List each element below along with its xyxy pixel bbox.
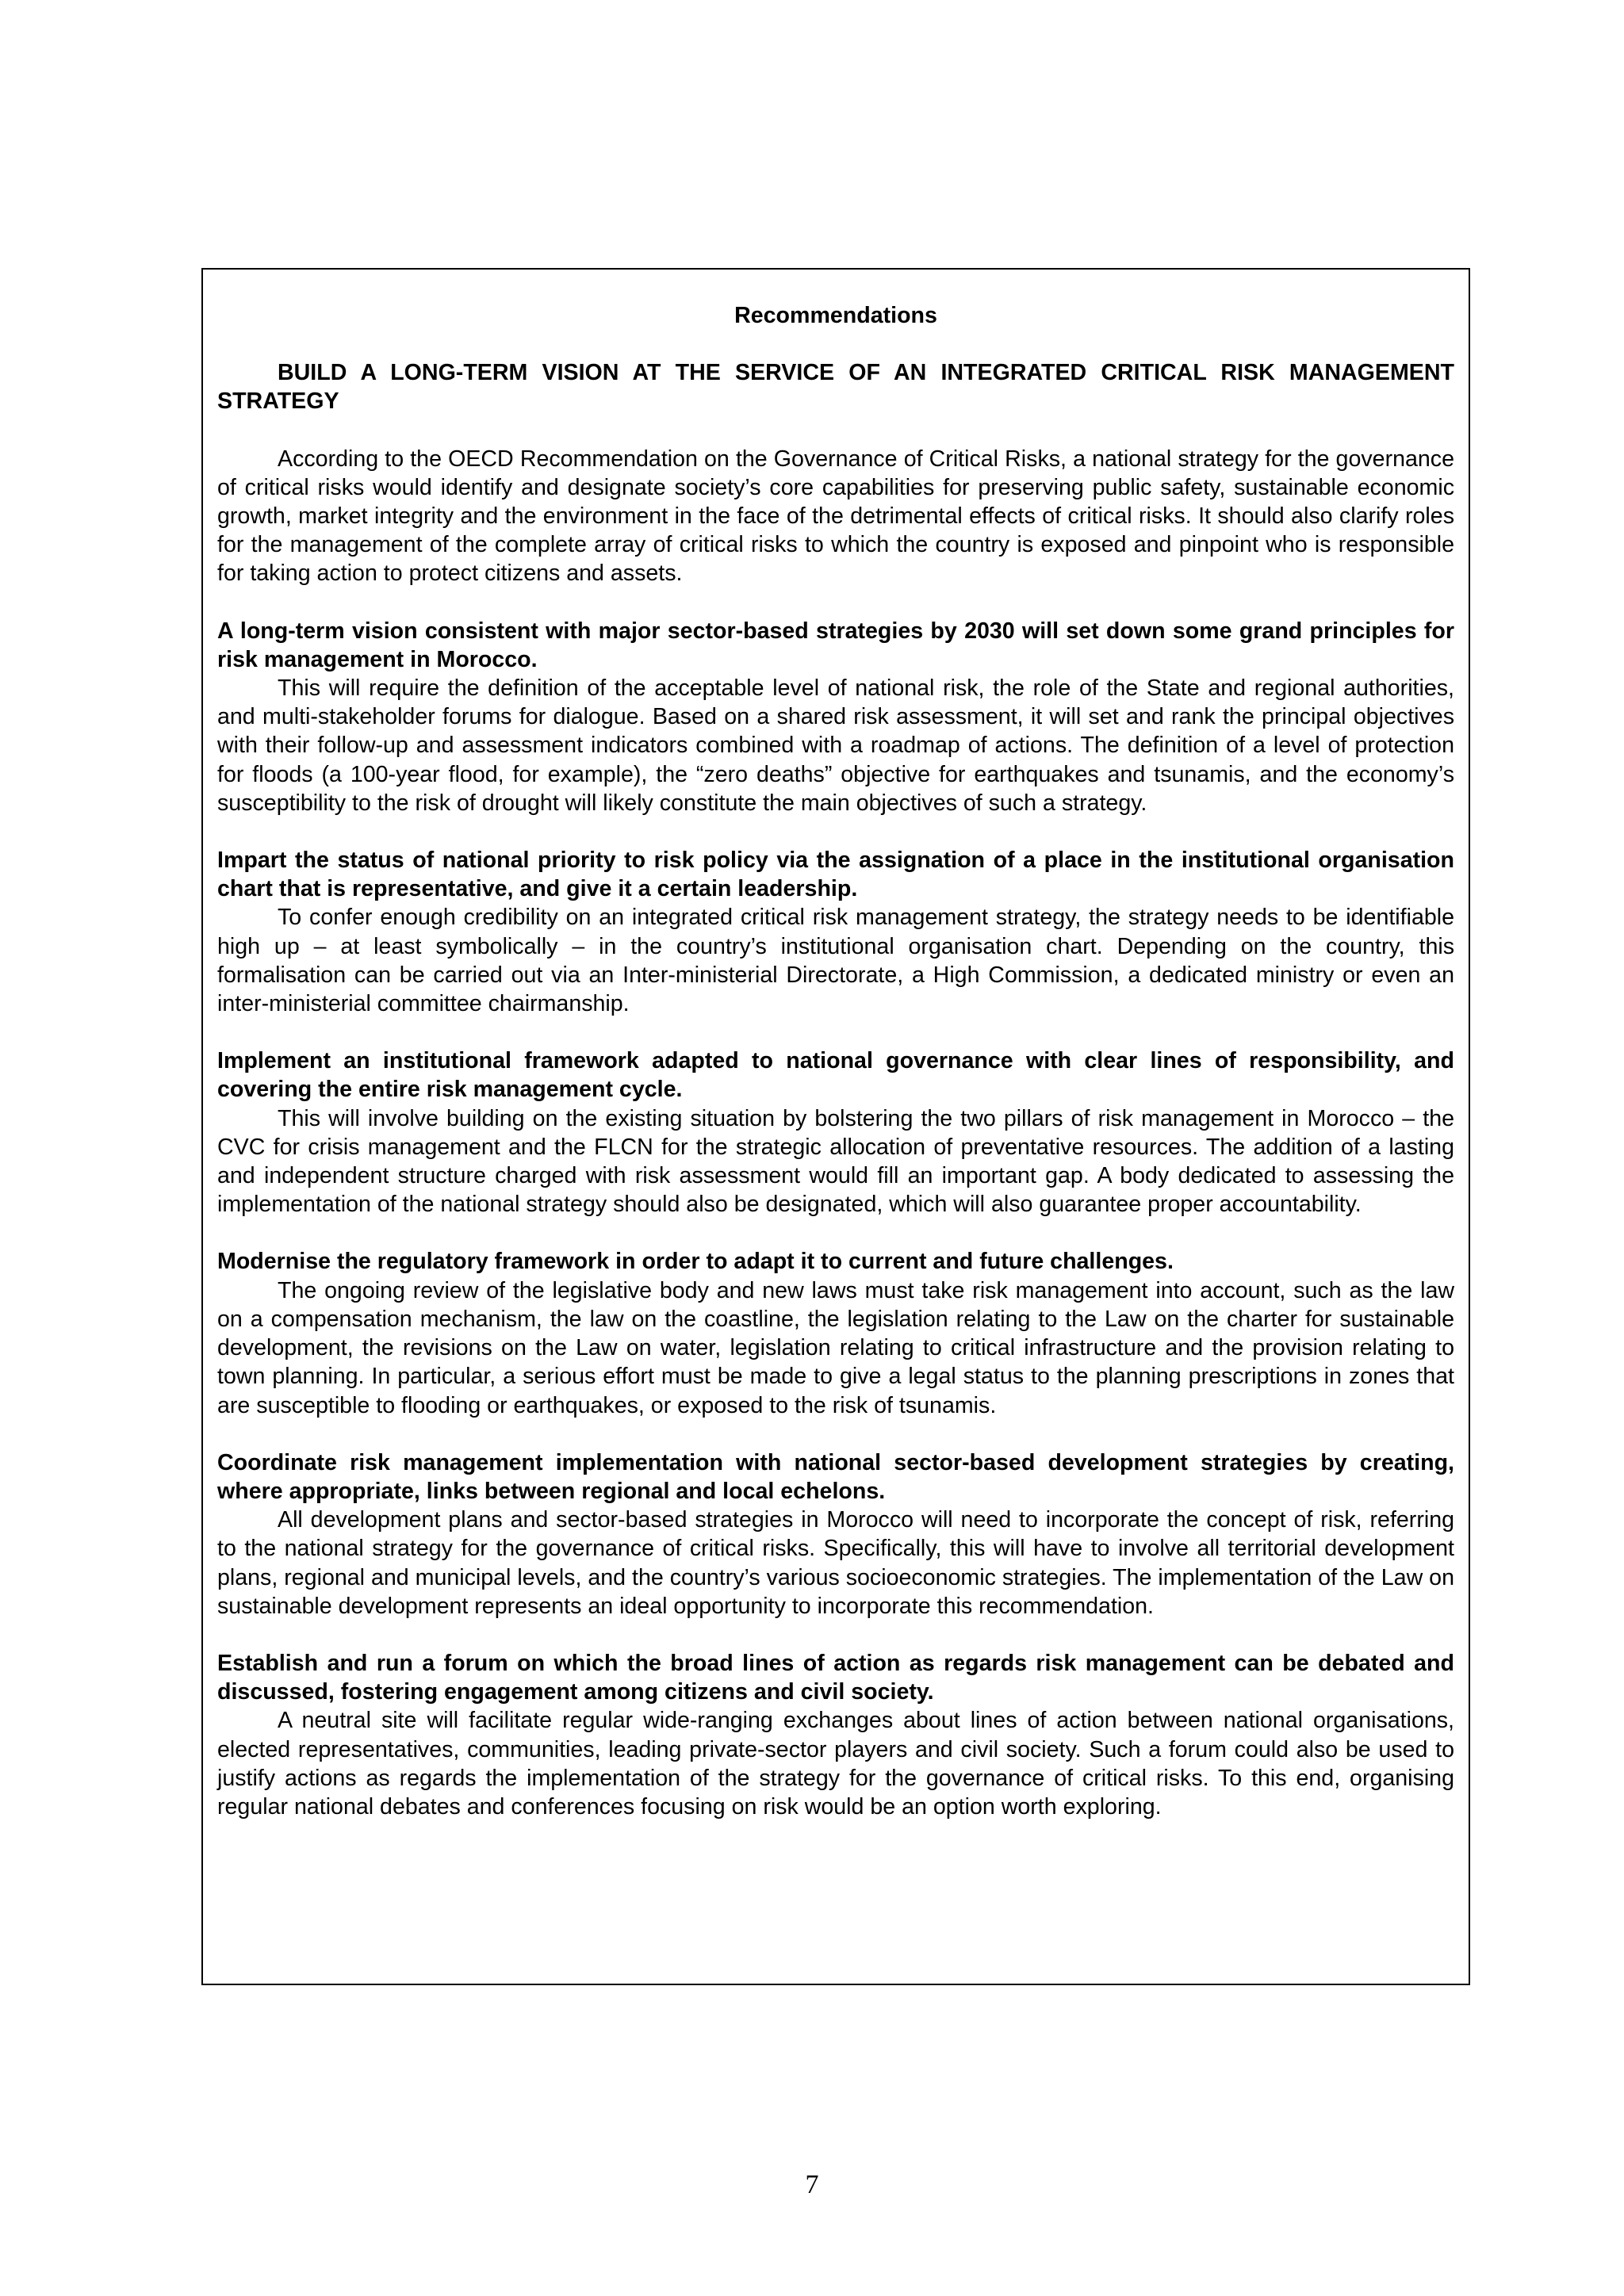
recommendation-body: The ongoing review of the legislative body and new laws must take risk management into account, such as the law on a compensation mechanism, the law on the coastline, the legislation relating to the Law on the charter for sustainable development, the revisions on the Law on water, legislation relating to critical infrastructure and the provision relating to town planning. In particular, a serious effort must be made to give a legal status to the planning prescriptions in zones that are susceptible to flooding or earthquakes, or exposed to the risk of tsunamis.	[217, 1277, 1454, 1418]
recommendation-6	[217, 1649, 1454, 1821]
recommendation-heading: Implement an institutional framework adapted to national governance with clear lines of responsibility, and covering the entire risk management cycle.	[217, 1048, 1454, 1103]
recommendation-4	[217, 1247, 1454, 1419]
recommendation-3	[217, 1047, 1454, 1219]
recommendation-heading: Modernise the regulatory framework in order to adapt it to current and future challenges.	[217, 1249, 1174, 1275]
recommendation-body: This will involve building on the existing situation by bolstering the two pillars of risk management in Morocco – the CVC for crisis management and the FLCN for the strategic allocation of preventative resources. The addition of a lasting and independent structure charged with risk assessment would fill an important gap. A body dedicated to assessing the implementation of the national strategy should also be designated, which will also guarantee proper accountability.	[217, 1105, 1454, 1218]
intro-paragraph: According to the OECD Recommendation on the Governance of Critical Risks, a national strategy for the governance of critical risks would identify and designate society’s core capabilities for preserving public safety, sustainable economic growth, market integrity and the environment in the face of the detrimental effects of critical risks. It should also clarify roles for the management of the complete array of critical risks to which the country is exposed and pinpoint who is responsible for taking action to protect citizens and assets.	[217, 446, 1454, 587]
recommendation-body: This will require the definition of the acceptable level of national risk, the role of the State and regional authorities, and multi-stakeholder forums for dialogue. Based on a shared risk assessment, it will set and rank the principal objectives with their follow-up and assessment indicators combined with a roadmap of actions. The definition of a level of protection for floods (a 100-year flood, for example), the “zero deaths” objective for earthquakes and tsunamis, and the economy’s susceptibility to the risk of drought will likely constitute the main objectives of such a strategy.	[217, 675, 1454, 816]
recommendation-heading: Coordinate risk management implementation with national sector-based development strategies by creating, where appropriate, links between regional and local echelons.	[217, 1449, 1454, 1504]
recommendations-box	[201, 268, 1470, 1985]
recommendation-body: To confer enough credibility on an integrated critical risk management strategy, the strategy needs to be identifiable high up – at least symbolically – in the country’s institutional organisation chart. Depending on the country, this formalisation can be carried out via an Inter-ministerial Directorate, a High Commission, a dedicated ministry or even an inter-ministerial committee chairmanship.	[217, 905, 1454, 1017]
recommendation-1	[217, 617, 1454, 817]
recommendation-heading: Establish and run a forum on which the broad lines of action as regards risk management can be debated and discussed, fostering engagement among citizens and civil society.	[217, 1650, 1454, 1705]
recommendation-2	[217, 846, 1454, 1018]
recommendation-5	[217, 1448, 1454, 1621]
recommendation-heading: A long-term vision consistent with major sector-based strategies by 2030 will set down some grand principles for risk management in Morocco.	[217, 618, 1454, 672]
recommendation-body: All development plans and sector-based strategies in Morocco will need to incorporate the concept of risk, referring to the national strategy for the governance of critical risks. Specifically, this will have to involve all territorial development plans, regional and municipal levels, and the country’s various socioeconomic strategies. The implementation of the Law on sustainable development represents an ideal opportunity to incorporate this recommendation.	[217, 1507, 1454, 1619]
recommendation-body: A neutral site will facilitate regular wide-ranging exchanges about lines of action between national organisations, elected representatives, communities, leading private-sector players and civil society. Such a forum could also be used to justify actions as regards the implementation of the strategy for the governance of critical risks. To this end, organising regular national debates and conferences focusing on risk would be an option worth exploring.	[217, 1708, 1454, 1820]
page-number: 7	[805, 2170, 819, 2199]
recommendation-heading: Impart the status of national priority to risk policy via the assignation of a place in the institutional organisation chart that is representative, and give it a certain leadership.	[217, 848, 1454, 902]
box-title: Recommendations	[734, 303, 937, 328]
section-heading: BUILD A LONG-TERM VISION AT THE SERVICE OF AN INTEGRATED CRITICAL RISK MANAGEMENT STRATEGY	[217, 360, 1454, 415]
